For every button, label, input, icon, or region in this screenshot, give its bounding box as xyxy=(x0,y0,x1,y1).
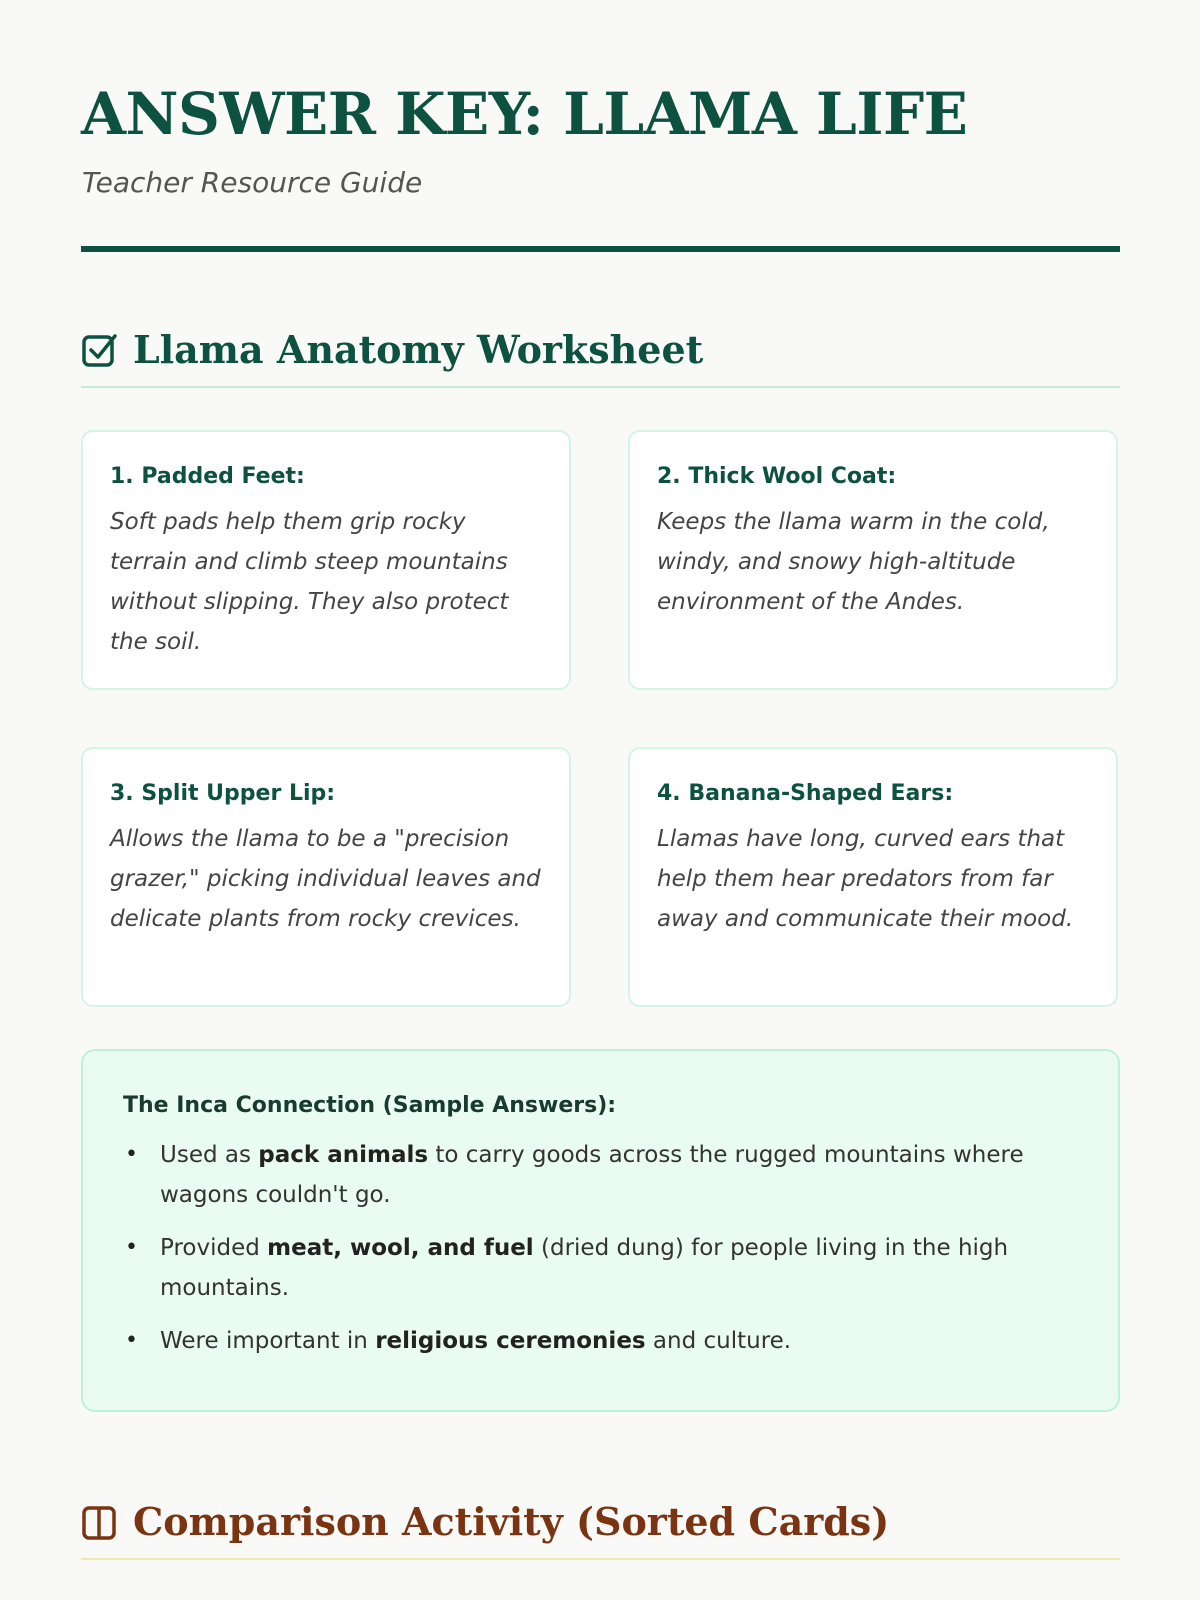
item-text: to carry goods across the rugged mountains where wagons couldn't go. xyxy=(160,1142,1024,1208)
card-body: Keeps the llama warm in the cold, windy, and snowy high-altitude environment of the Andes. xyxy=(657,509,1050,615)
columns-icon xyxy=(81,1504,119,1542)
item-text: Used as xyxy=(160,1142,259,1168)
item-text: and culture. xyxy=(645,1328,792,1354)
inca-answer-list xyxy=(123,1135,1078,1361)
anatomy-section-header xyxy=(81,320,1120,390)
item-emphasis: religious ceremonies xyxy=(375,1328,646,1354)
inca-connection-box xyxy=(81,1049,1120,1412)
item-emphasis: meat, wool, and fuel xyxy=(267,1235,534,1261)
card-title: 3. Split Upper Lip: xyxy=(110,781,336,806)
comparison-section-title: Comparison Activity (Sorted Cards) xyxy=(133,1499,890,1544)
card-title: 1. Padded Feet: xyxy=(110,464,305,489)
comparison-section-header xyxy=(81,1494,1120,1564)
list-item xyxy=(123,1135,1078,1215)
checkbox-icon xyxy=(81,331,119,369)
title-divider xyxy=(81,246,1120,252)
page-subtitle: Teacher Resource Guide xyxy=(82,166,423,199)
item-text: (dried dung) for people living in the high mountains. xyxy=(160,1235,1009,1301)
list-item xyxy=(123,1321,1078,1361)
comparison-section-divider xyxy=(81,1558,1120,1560)
bullet-icon: • xyxy=(125,1328,138,1353)
card-title: 4. Banana-Shaped Ears: xyxy=(657,781,954,806)
anatomy-card xyxy=(81,430,571,690)
card-body: Llamas have long, curved ears that help them hear predators from far away and communicate their mood. xyxy=(657,826,1074,932)
card-title: 2. Thick Wool Coat: xyxy=(657,464,897,489)
card-body: Allows the llama to be a "precision grazer," picking individual leaves and delicate plants from rocky crevices. xyxy=(110,826,541,932)
anatomy-section-title: Llama Anatomy Worksheet xyxy=(133,327,704,372)
anatomy-card xyxy=(628,747,1118,1007)
page-title: ANSWER KEY: LLAMA LIFE xyxy=(81,80,968,148)
anatomy-section-divider xyxy=(81,386,1120,388)
item-text: Provided xyxy=(160,1235,268,1261)
bullet-icon: • xyxy=(125,1235,138,1260)
inca-box-title: The Inca Connection (Sample Answers): xyxy=(123,1093,617,1118)
anatomy-card xyxy=(628,430,1118,690)
anatomy-card xyxy=(81,747,571,1007)
card-body: Soft pads help them grip rocky terrain and climb steep mountains without slipping. They also protect the soil. xyxy=(110,509,509,655)
item-emphasis: pack animals xyxy=(258,1142,429,1168)
bullet-icon: • xyxy=(125,1142,138,1167)
list-item xyxy=(123,1228,1078,1308)
item-text: Were important in xyxy=(160,1328,376,1354)
